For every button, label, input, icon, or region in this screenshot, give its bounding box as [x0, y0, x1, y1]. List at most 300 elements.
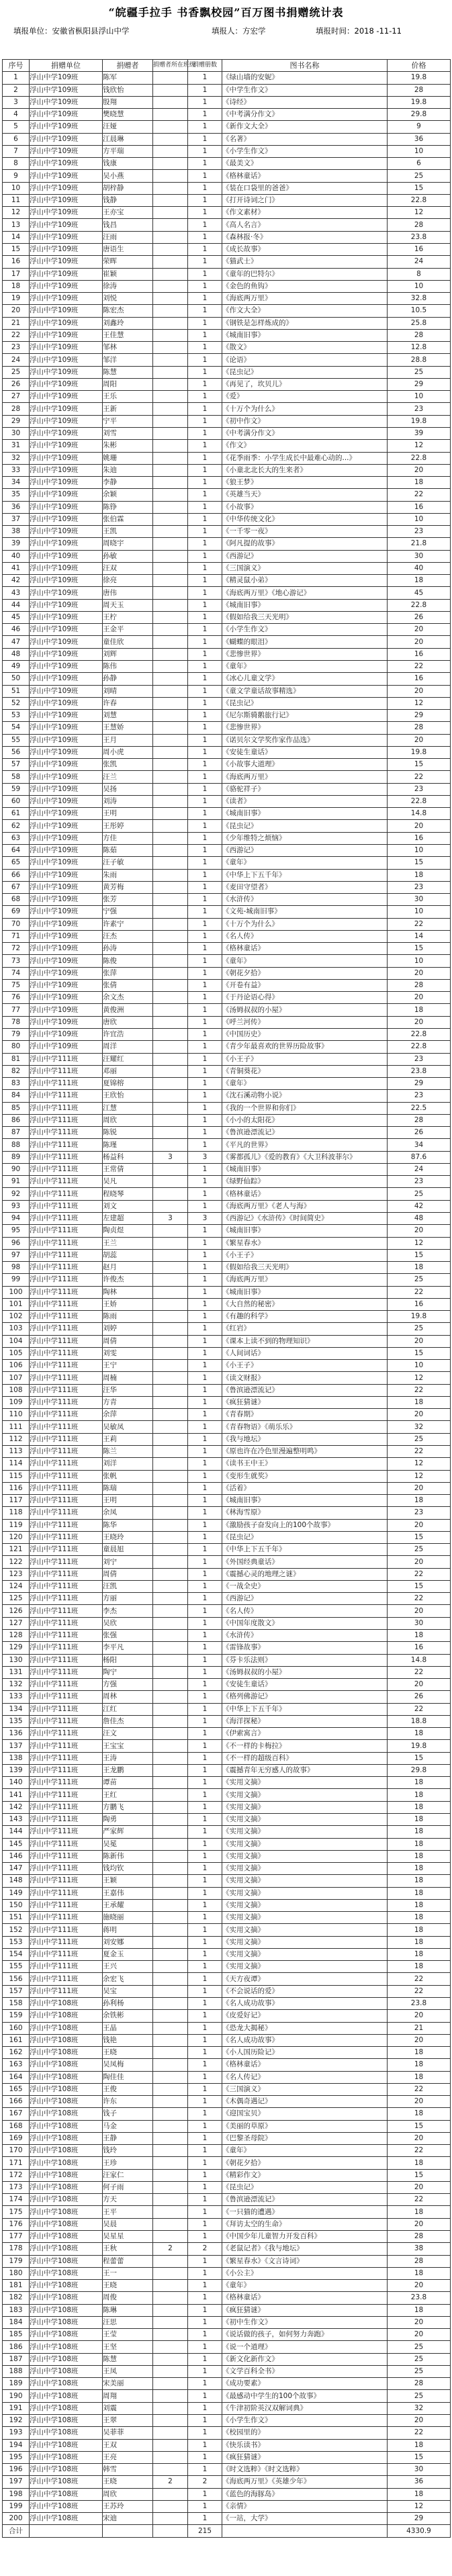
- row-index: 130: [3, 1654, 30, 1666]
- book-title: 《昆虫记》: [222, 1531, 388, 1543]
- book-count: 1: [188, 158, 222, 170]
- table-row: [3, 967, 451, 979]
- donor-unit: 浮山中学109班: [30, 722, 103, 734]
- donor-class: [153, 1813, 188, 1825]
- row-index: 94: [3, 1212, 30, 1224]
- book-count: 1: [188, 1936, 222, 1948]
- book-count: 1: [188, 734, 222, 746]
- table-row: [3, 2010, 451, 2022]
- row-index: 120: [3, 1531, 30, 1543]
- book-count: 1: [188, 2071, 222, 2083]
- row-index: 39: [3, 538, 30, 550]
- book-count: 1: [188, 661, 222, 673]
- donor-name: 王晓: [103, 2476, 153, 2488]
- donor-class: [153, 1985, 188, 1997]
- donor-unit: 浮山中学111班: [30, 1568, 103, 1580]
- total-price: 4330.9: [388, 2525, 451, 2537]
- row-index: 178: [3, 2243, 30, 2255]
- donor-unit: 浮山中学109班: [30, 280, 103, 292]
- donor-unit: 浮山中学108班: [30, 2194, 103, 2206]
- table-row: [3, 575, 451, 587]
- donor-class: [153, 538, 188, 550]
- book-title: 《西游记》: [222, 845, 388, 857]
- donor-unit: 浮山中学109班: [30, 305, 103, 317]
- row-index: 63: [3, 832, 30, 844]
- book-count: 1: [188, 2022, 222, 2034]
- book-title: 《老鼠记者》《我与地坛》: [222, 2243, 388, 2255]
- donor-class: [153, 1556, 188, 1568]
- book-count: 1: [188, 1997, 222, 2009]
- book-title: 《鲁滨逊漂流记》: [222, 2194, 388, 2206]
- donor-name: 钱均钦: [103, 1863, 153, 1875]
- donor-unit: 浮山中学111班: [30, 1531, 103, 1543]
- donor-name: 张伯霖: [103, 513, 153, 525]
- row-index: 73: [3, 955, 30, 967]
- table-row: [3, 513, 451, 525]
- donor-unit: 浮山中学111班: [30, 1176, 103, 1188]
- donor-name: 王龙鹏: [103, 1764, 153, 1776]
- donor-name: 汪家仁: [103, 2169, 153, 2181]
- book-title: 《青春物语》《萌乐乐》: [222, 1421, 388, 1433]
- book-price: 12: [388, 2500, 451, 2512]
- donor-name: 周洋: [103, 1041, 153, 1053]
- book-count: 1: [188, 808, 222, 820]
- book-price: 20: [388, 2280, 451, 2292]
- donor-class: [153, 1789, 188, 1801]
- book-title: 《散文》: [222, 342, 388, 354]
- donor-name: 王乐: [103, 391, 153, 403]
- book-title: 《西游记》: [222, 550, 388, 562]
- donor-unit: 浮山中学108班: [30, 2427, 103, 2439]
- book-price: 22.8: [388, 1041, 451, 1053]
- book-count: 1: [188, 2451, 222, 2463]
- book-count: 1: [188, 1544, 222, 1556]
- book-price: 20: [388, 2132, 451, 2144]
- row-index: 55: [3, 734, 30, 746]
- row-index: 153: [3, 1936, 30, 1948]
- row-index: 90: [3, 1163, 30, 1175]
- donor-unit: 浮山中学108班: [30, 2206, 103, 2218]
- donor-unit: 浮山中学109班: [30, 710, 103, 722]
- donor-class: [153, 2415, 188, 2427]
- book-title: 《小故事大道理》: [222, 759, 388, 771]
- row-index: 62: [3, 820, 30, 832]
- donor-class: [153, 2194, 188, 2206]
- book-price: 24: [388, 256, 451, 268]
- book-title: 《格林童话》: [222, 2059, 388, 2071]
- row-index: 179: [3, 2255, 30, 2267]
- row-index: 96: [3, 1237, 30, 1249]
- book-price: 22: [388, 2427, 451, 2439]
- donor-name: 汪耀红: [103, 1053, 153, 1065]
- donor-name: 周林: [103, 1691, 153, 1703]
- book-price: 20: [388, 1225, 451, 1237]
- book-price: 10: [388, 513, 451, 525]
- book-count: 1: [188, 2145, 222, 2157]
- donor-class: [153, 342, 188, 354]
- table-row: [3, 2476, 451, 2488]
- donation-table: [2, 59, 451, 2538]
- book-count: 1: [188, 366, 222, 378]
- donor-unit: 浮山中学109班: [30, 1016, 103, 1028]
- book-title: 《朝花夕拾》: [222, 967, 388, 979]
- donor-unit: 浮山中学108班: [30, 2022, 103, 2034]
- donor-unit: 浮山中学108班: [30, 2341, 103, 2353]
- table-row: [3, 1200, 451, 1212]
- row-index: 188: [3, 2365, 30, 2377]
- book-price: 18: [388, 1728, 451, 1740]
- reporter: [212, 26, 266, 36]
- table-row: [3, 329, 451, 341]
- donor-class: [153, 2083, 188, 2095]
- donor-class: [153, 1237, 188, 1249]
- table-row: [3, 2415, 451, 2427]
- donor-name: 黄俊洲: [103, 1004, 153, 1016]
- row-index: 122: [3, 1556, 30, 1568]
- donor-class: [153, 2120, 188, 2132]
- book-title: 《朝花夕拾》: [222, 2157, 388, 2169]
- book-count: 1: [188, 268, 222, 280]
- book-price: 20: [388, 636, 451, 648]
- donor-name: 陈宏杰: [103, 305, 153, 317]
- donor-name: 王常倩: [103, 1163, 153, 1175]
- donor-class: [153, 1617, 188, 1629]
- table-row: [3, 1102, 451, 1114]
- table-row: [3, 231, 451, 243]
- donor-class: [153, 452, 188, 464]
- book-price: 10: [388, 145, 451, 157]
- book-count: 1: [188, 2132, 222, 2144]
- book-title: 《森林报·冬》: [222, 231, 388, 243]
- table-row: [3, 673, 451, 685]
- row-index: 85: [3, 1102, 30, 1114]
- book-count: 1: [188, 121, 222, 133]
- donor-class: [153, 2329, 188, 2341]
- book-price: 15: [388, 1580, 451, 1592]
- donor-class: [153, 2390, 188, 2402]
- row-index: 68: [3, 894, 30, 906]
- row-index: 161: [3, 2034, 30, 2046]
- donor-name: 谭苗: [103, 1777, 153, 1789]
- book-title: 《论语》: [222, 354, 388, 366]
- table-row: [3, 1568, 451, 1580]
- donor-class: [153, 268, 188, 280]
- row-index: 4: [3, 109, 30, 121]
- table-row: [3, 378, 451, 390]
- row-index: 127: [3, 1617, 30, 1629]
- book-title: 《海底两万里》: [222, 293, 388, 305]
- book-title: 《钢铁是怎样炼成的》: [222, 317, 388, 329]
- book-title: 《名人成功故事》: [222, 1997, 388, 2009]
- book-count: 1: [188, 1912, 222, 1924]
- table-row: [3, 1237, 451, 1249]
- book-count: 1: [188, 2304, 222, 2316]
- table-row: [3, 489, 451, 501]
- donor-class: [153, 1016, 188, 1028]
- row-index: 61: [3, 808, 30, 820]
- donor-unit: 浮山中学111班: [30, 1102, 103, 1114]
- row-index: 169: [3, 2132, 30, 2144]
- donor-class: [153, 354, 188, 366]
- row-index: 36: [3, 501, 30, 513]
- donor-name: 黄芳梅: [103, 881, 153, 893]
- donor-name: 陈锐: [103, 1127, 153, 1139]
- donor-class: [153, 2451, 188, 2463]
- donor-unit: 浮山中学109班: [30, 268, 103, 280]
- donor-class: [153, 2280, 188, 2292]
- row-index: 168: [3, 2120, 30, 2132]
- table-row: [3, 1470, 451, 1482]
- donor-name: 吴小燕: [103, 170, 153, 182]
- donor-name: 吴冕: [103, 1838, 153, 1850]
- book-price: 22: [388, 1384, 451, 1396]
- book-count: 1: [188, 1372, 222, 1384]
- table-row: [3, 2316, 451, 2328]
- donor-unit: 浮山中学111班: [30, 1163, 103, 1175]
- row-index: 86: [3, 1114, 30, 1126]
- donor-unit: 浮山中学111班: [30, 1654, 103, 1666]
- row-index: 118: [3, 1507, 30, 1519]
- donor-unit: 浮山中学109班: [30, 918, 103, 930]
- book-title: 《悲惨世界》: [222, 648, 388, 660]
- book-title: 《伊索寓言》: [222, 1728, 388, 1740]
- donor-name: 陈兰: [103, 1446, 153, 1458]
- donor-class: [153, 415, 188, 427]
- donor-class: [153, 845, 188, 857]
- row-index: 164: [3, 2071, 30, 2083]
- table-row: [3, 918, 451, 930]
- table-row: [3, 1961, 451, 1973]
- book-title: 《城南旧事》: [222, 1225, 388, 1237]
- donor-class: [153, 158, 188, 170]
- book-title: 《水浒传》: [222, 894, 388, 906]
- table-row: [3, 2329, 451, 2341]
- donor-class: [153, 207, 188, 219]
- donor-name: 周小虎: [103, 746, 153, 758]
- donor-unit: 浮山中学109班: [30, 992, 103, 1004]
- book-price: 20: [388, 1679, 451, 1691]
- table-row: [3, 2427, 451, 2439]
- table-row: [3, 992, 451, 1004]
- book-price: 22: [388, 489, 451, 501]
- table-row: [3, 2464, 451, 2476]
- book-price: 18: [388, 1924, 451, 1936]
- book-price: 15: [388, 857, 451, 869]
- donor-unit: 浮山中学109班: [30, 967, 103, 979]
- donor-name: 吴晨: [103, 2218, 153, 2230]
- book-count: 1: [188, 1237, 222, 1249]
- book-price: 23.8: [388, 2292, 451, 2304]
- donor-unit: 浮山中学111班: [30, 1323, 103, 1335]
- book-title: 《中学生作文》: [222, 84, 388, 96]
- book-price: 15: [388, 2120, 451, 2132]
- book-title: 《城南旧事》: [222, 808, 388, 820]
- book-price: 14.8: [388, 1654, 451, 1666]
- donor-unit: 浮山中学111班: [30, 1863, 103, 1875]
- donor-class: [153, 992, 188, 1004]
- donor-unit: 浮山中学109班: [30, 526, 103, 538]
- donor-class: [153, 109, 188, 121]
- donor-unit: 浮山中学109班: [30, 342, 103, 354]
- book-price: 20: [388, 992, 451, 1004]
- donor-class: [153, 1961, 188, 1973]
- book-price: 28.8: [388, 354, 451, 366]
- donor-class: [153, 1973, 188, 1985]
- book-count: 1: [188, 722, 222, 734]
- table-row: [3, 452, 451, 464]
- row-index: 146: [3, 1850, 30, 1862]
- book-title: 《文苑-城南旧事》: [222, 906, 388, 918]
- donor-unit: 浮山中学109班: [30, 636, 103, 648]
- donor-class: [153, 710, 188, 722]
- row-index: 30: [3, 427, 30, 439]
- donor-unit: 浮山中学109班: [30, 943, 103, 955]
- book-count: 1: [188, 501, 222, 513]
- donor-unit: 浮山中学111班: [30, 1801, 103, 1813]
- book-title: 《名著》: [222, 133, 388, 145]
- table-row: [3, 2304, 451, 2316]
- donor-name: 刘洋: [103, 1458, 153, 1470]
- donor-class: [153, 955, 188, 967]
- header-class: 捐赠者所在班级: [153, 60, 188, 72]
- book-price: 18: [388, 1961, 451, 1973]
- donor-name: 江晨琳: [103, 133, 153, 145]
- donor-unit: 浮山中学111班: [30, 1593, 103, 1605]
- donor-class: [153, 673, 188, 685]
- row-index: 147: [3, 1863, 30, 1875]
- donor-name: 崔颖: [103, 268, 153, 280]
- book-title: 《新文化新作文》: [222, 2353, 388, 2365]
- donor-class: [153, 1458, 188, 1470]
- book-count: 1: [188, 906, 222, 918]
- book-price: 28: [388, 722, 451, 734]
- donor-class: [153, 734, 188, 746]
- donor-name: 陶佳佳: [103, 2071, 153, 2083]
- table-row: [3, 857, 451, 869]
- book-title: 《小人国历险记》: [222, 2047, 388, 2059]
- donor-class: [153, 2157, 188, 2169]
- book-count: 1: [188, 869, 222, 881]
- book-title: 《精灵鼠小弟》: [222, 575, 388, 587]
- donor-unit: 浮山中学108班: [30, 2415, 103, 2427]
- donor-class: [153, 2096, 188, 2108]
- book-count: 1: [188, 2292, 222, 2304]
- row-index: 12: [3, 207, 30, 219]
- donor-name: 夏锦榕: [103, 1078, 153, 1090]
- donor-name: 汪华: [103, 1384, 153, 1396]
- donor-unit: 浮山中学109班: [30, 845, 103, 857]
- row-index: 173: [3, 2181, 30, 2193]
- donor-name: 江慧: [103, 1102, 153, 1114]
- book-title: 《实用文摘》: [222, 1789, 388, 1801]
- donor-unit: 浮山中学108班: [30, 2365, 103, 2377]
- donor-class: [153, 1863, 188, 1875]
- table-row: [3, 1323, 451, 1335]
- donor-class: [153, 133, 188, 145]
- book-count: 1: [188, 2108, 222, 2120]
- donor-unit: 浮山中学111班: [30, 1274, 103, 1286]
- table-row: [3, 599, 451, 611]
- book-price: 18: [388, 477, 451, 489]
- donor-unit: 浮山中学111班: [30, 1924, 103, 1936]
- book-count: 1: [188, 2083, 222, 2095]
- table-row: [3, 2206, 451, 2218]
- book-title: 《时文选粹》《时文选粹》: [222, 2464, 388, 2476]
- book-title: 《格林童话》: [222, 170, 388, 182]
- row-index: 182: [3, 2292, 30, 2304]
- table-row: [3, 2353, 451, 2365]
- book-count: 1: [188, 1556, 222, 1568]
- table-row: [3, 1507, 451, 1519]
- donor-unit: 浮山中学111班: [30, 1347, 103, 1359]
- table-row: [3, 1433, 451, 1445]
- book-title: 《读文财报》: [222, 1372, 388, 1384]
- table-row: [3, 1912, 451, 1924]
- row-index: 129: [3, 1642, 30, 1654]
- book-count: 1: [188, 1225, 222, 1237]
- donor-unit: 浮山中学111班: [30, 1151, 103, 1163]
- donor-name: 王娇: [103, 1298, 153, 1310]
- donor-unit: 浮山中学111班: [30, 1936, 103, 1948]
- book-title: 《实用文摘》: [222, 1850, 388, 1862]
- table-row: [3, 1752, 451, 1764]
- donor-name: 方强: [103, 1679, 153, 1691]
- donor-class: [153, 2353, 188, 2365]
- donor-unit: 浮山中学108班: [30, 2108, 103, 2120]
- book-price: 20: [388, 2218, 451, 2230]
- book-title: 《小王子》: [222, 1360, 388, 1372]
- book-title: 《实用文摘》: [222, 1924, 388, 1936]
- donor-class: [153, 685, 188, 697]
- donor-unit: 浮山中学109班: [30, 170, 103, 182]
- book-count: 1: [188, 1617, 222, 1629]
- donor-unit: 浮山中学109班: [30, 477, 103, 489]
- book-price: 18: [388, 2267, 451, 2279]
- book-price: 10: [388, 906, 451, 918]
- book-count: 1: [188, 1752, 222, 1764]
- donor-class: [153, 599, 188, 611]
- row-index: 135: [3, 1715, 30, 1727]
- donor-class: [153, 967, 188, 979]
- donor-name: 王亦宝: [103, 207, 153, 219]
- book-title: 《实用文摘》: [222, 1912, 388, 1924]
- donor-class: [153, 1568, 188, 1580]
- row-index: 124: [3, 1580, 30, 1592]
- donor-class: [153, 1826, 188, 1838]
- book-count: 1: [188, 1605, 222, 1617]
- book-price: 15: [388, 1531, 451, 1543]
- row-index: 198: [3, 2488, 30, 2500]
- donor-name: 钱子: [103, 2108, 153, 2120]
- donor-unit: 浮山中学108班: [30, 2304, 103, 2316]
- book-count: 1: [188, 145, 222, 157]
- table-row: [3, 415, 451, 427]
- total-unit-cell: [30, 2525, 103, 2537]
- book-count: 1: [188, 1249, 222, 1261]
- donor-class: [153, 881, 188, 893]
- donor-class: [153, 440, 188, 452]
- book-title: 《少年维特之烦恼》: [222, 832, 388, 844]
- book-title: 《安徒生童话》: [222, 1679, 388, 1691]
- book-title: 《昆虫记》: [222, 820, 388, 832]
- book-title: 《实用文摘》: [222, 1838, 388, 1850]
- book-price: 18: [388, 1875, 451, 1887]
- table-row: [3, 1372, 451, 1384]
- book-title: 《不一样的超级百科》: [222, 1752, 388, 1764]
- donor-unit: 浮山中学111班: [30, 1679, 103, 1691]
- donor-unit: 浮山中学109班: [30, 194, 103, 206]
- donor-name: 马金: [103, 2120, 153, 2132]
